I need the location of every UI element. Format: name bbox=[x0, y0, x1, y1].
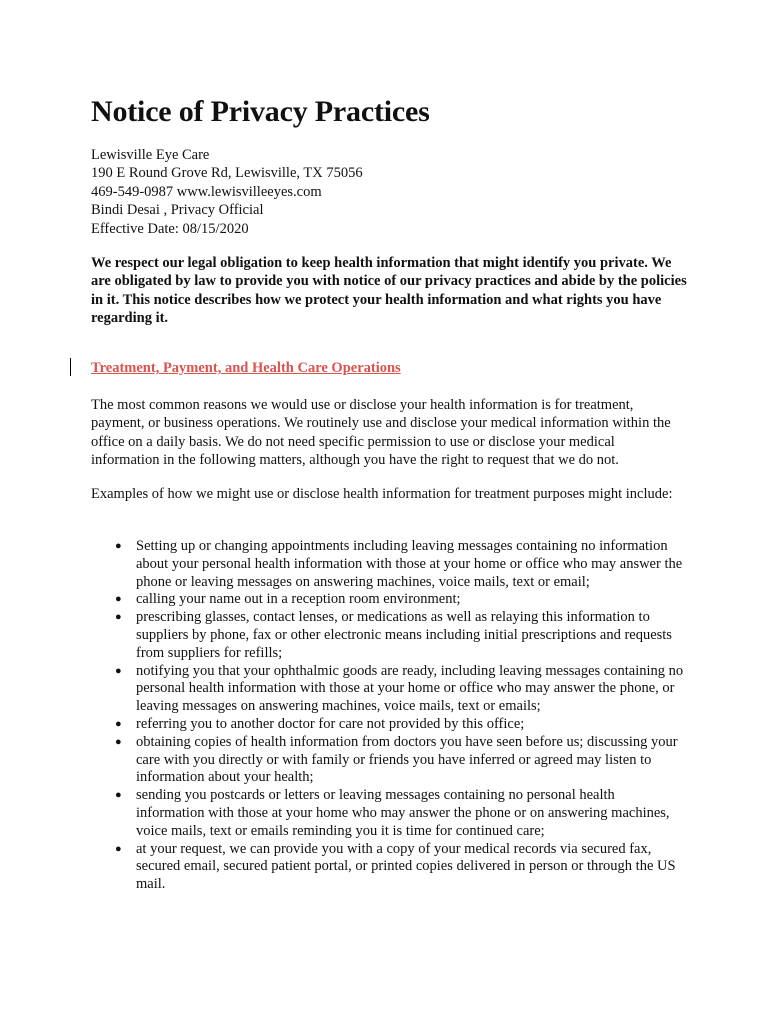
bullet-icon: ● bbox=[115, 735, 122, 748]
section-heading-treatment[interactable]: Treatment, Payment, and Health Care Operations bbox=[91, 360, 401, 376]
list-item bbox=[91, 716, 686, 734]
list-item-text: referring you to another doctor for care not provided by this office; bbox=[136, 715, 525, 732]
list-item-text: sending you postcards or letters or leaving messages containing no personal health information with those at your home who may answer the phone or on answering machines, voice mails, text or emails reminding you it is time for continued care; bbox=[136, 787, 670, 839]
list-item bbox=[91, 591, 686, 609]
list-item bbox=[91, 609, 686, 662]
page-title: Notice of Privacy Practices bbox=[91, 95, 430, 128]
list-item-text: at your request, we can provide you with a copy of your medical records via secured fax, secured email, secured patient portal, or printed copies delivered in person or through the US mail. bbox=[136, 840, 676, 893]
privacy-official: Bindi Desai , Privacy Official bbox=[91, 202, 264, 219]
treatment-examples-list bbox=[91, 538, 691, 894]
section-paragraph-2: Examples of how we might use or disclose health information for treatment purposes might include: bbox=[91, 486, 673, 502]
section-paragraph-1: The most common reasons we would use or disclose your health information is for treatment, payment, or business operations. We routinely use and disclose your medical information within the office on a daily basis. We do not need specific permission to use or disclose your medical information in the following matters, although you have the right to request that we do not. bbox=[91, 397, 671, 469]
text-cursor bbox=[70, 358, 71, 376]
list-item bbox=[91, 841, 686, 894]
bullet-icon: ● bbox=[115, 540, 122, 552]
list-item bbox=[91, 663, 686, 716]
practice-header bbox=[91, 146, 691, 238]
effective-date: Effective Date: 08/15/2020 bbox=[91, 220, 249, 237]
bullet-icon: ● bbox=[115, 664, 122, 677]
list-item-text: obtaining copies of health information from doctors you have seen before us; discussing your care with you directly or with family or friends you have inferred or agreed may listen to information about your health; bbox=[136, 733, 678, 786]
practice-phone-website: 469-549-0987 www.lewisvilleeyes.com bbox=[91, 183, 322, 200]
intro-paragraph: We respect our legal obligation to keep health information that might identify you private. We are obligated by law to provide you with notice of our privacy practices and abide by the policies in it. This notice describes how we protect your health information and what rights you have regarding it. bbox=[91, 255, 687, 327]
bullet-icon: ● bbox=[115, 611, 122, 624]
bullet-icon: ● bbox=[115, 789, 122, 802]
list-item-text: notifying you that your ophthalmic goods are ready, including leaving messages containing no personal health information with those at your home or office who may answer the phone, or leaving messages on answering machines, voice mails, text or emails; bbox=[136, 662, 684, 715]
practice-address: 190 E Round Grove Rd, Lewisville, TX 75056 bbox=[91, 165, 363, 182]
bullet-icon: ● bbox=[115, 593, 122, 606]
practice-name: Lewisville Eye Care bbox=[91, 147, 210, 163]
list-item-text: Setting up or changing appointments including leaving messages containing no information about your personal health information with those at your home or office who may answer the phone or leaving messages on answering machines, voice mails, text or email; bbox=[136, 538, 683, 590]
bullet-icon: ● bbox=[115, 717, 122, 730]
list-item bbox=[91, 734, 686, 787]
list-item-text: calling your name out in a reception room environment; bbox=[136, 591, 461, 608]
bullet-icon: ● bbox=[115, 842, 122, 855]
list-item bbox=[91, 538, 686, 591]
list-item-text: prescribing glasses, contact lenses, or medications as well as relaying this information to suppliers by phone, fax or other electronic means including initial prescriptions and requests from suppliers for refills; bbox=[136, 609, 672, 661]
list-item bbox=[91, 787, 686, 840]
